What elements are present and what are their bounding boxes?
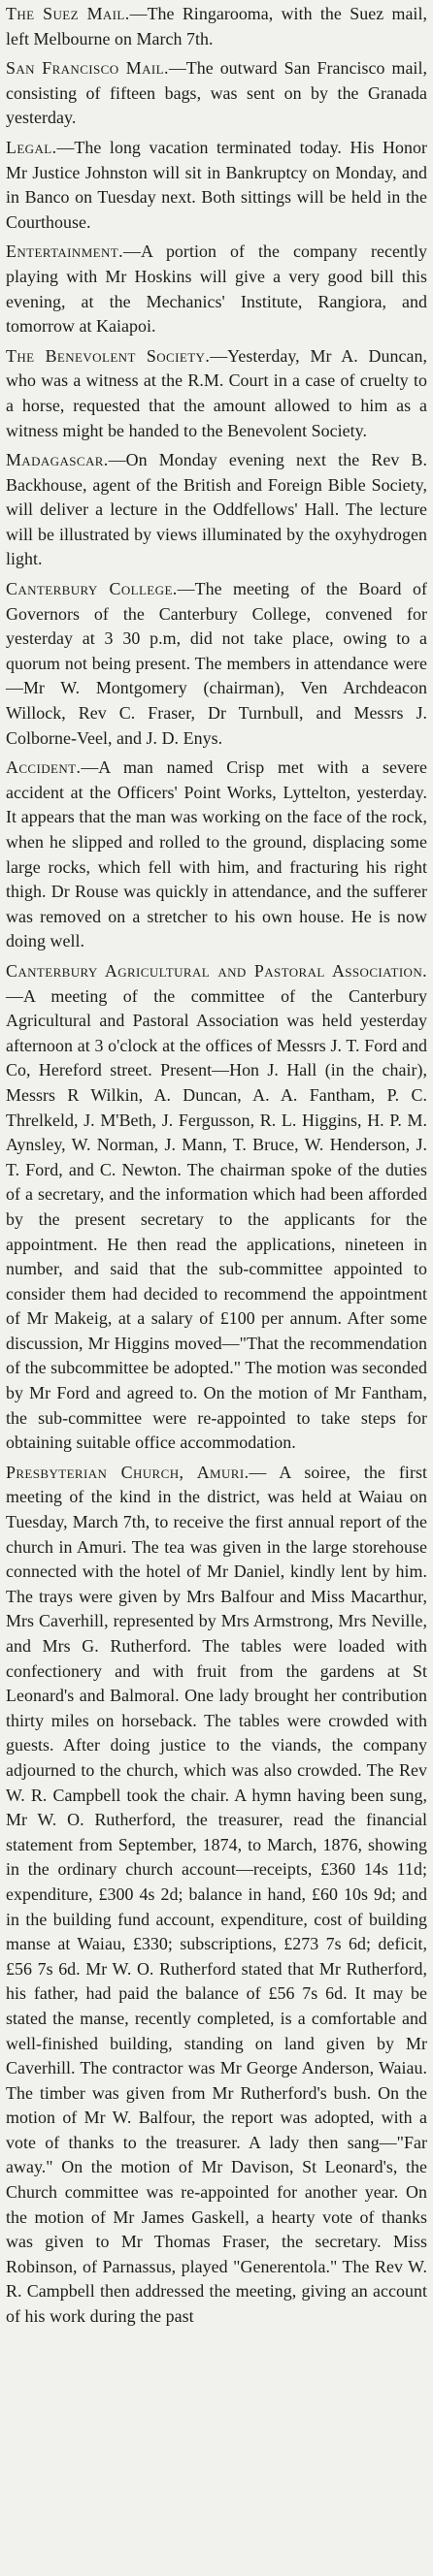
article-body: —A meeting of the committee of the Canterbury Agricultural and Pastoral Association was held yesterday afternoon at 3 o'clock at the offices of Messrs J. T. Ford and Co, Hereford street. Present—Hon J. Hall (in the chair), Messrs R Wilkin, A. Duncan, A. A. Fantham, P. C. Threlkeld, J. M'Beth, J. Fergusson, R. L. Higgins, H. P. M. Aynsley, W. Norman, J. Mann, T. Bruce, W. Henderson, J. T. Ford, and C. Newton. The chairman spoke of the duties of a secretary, and the information which had been afforded by the present secretary to the applicants for the appointment. He then read the applications, nineteen in number, and said that the sub-committee appointed to consider them had decided to recommend the appointment of Mr Makeig, at a salary of £100 per annum. After some discussion, Mr Higgins moved—"That the recommendation of the subcommittee be adopted." The motion was seconded by Mr Ford and agreed to. On the motion of Mr Fantham, the sub-committee were re-appointed to take steps for obtaining suitable office accommodation. [6,985,427,1453]
article-heading: Canterbury Agricultural and Pastoral Association. [6,960,427,981]
article-legal [6,136,427,235]
article-heading: The Benevolent Society. [6,345,211,366]
article-body: —On Monday evening next the Rev B. Backhouse, agent of the British and Foreign Bible Society, will deliver a lecture in the Oddfellows' Hall. The lecture will be illustrated by views illuminated by the oxyhydrogen light. [6,450,427,569]
article-paragraph [6,56,427,131]
article-paragraph [6,1461,427,2330]
article-paragraph [6,344,427,443]
article-paragraph [6,2,427,51]
article-paragraph [6,240,427,338]
article-body: —The Ringarooma, with the Suez mail, left Melbourne on March 7th. [6,4,427,48]
article-heading: Madagascar. [6,450,109,470]
article-paragraph [6,136,427,235]
article-heading: Legal. [6,137,57,157]
article-heading: Accident. [6,757,82,778]
article-heading: Presbyterian Church, Amuri. [6,1462,250,1482]
article-entertainment [6,240,427,338]
article-body: — A soiree, the first meeting of the kind in the district, was held at Waiau on Tuesday, March 7th, to receive the first annual report of the church in Amuri. The tea was given in the large storehouse connected with the hotel of Mr Daniel, kindly lent by him. The trays were given by Mrs Balfour and Miss Macarthur, Mrs Caverhill, represented by Mrs Armstrong, Mrs Neville, and Mrs G. Rutherford. The tables were loaded with confectionery and with fruit from the gardens at St Leonard's and Balmoral. One lady brought her contribution thirty miles on horseback. The tables were crowded with guests. After doing justice to the viands, the company adjourned to the church, which was also crowded. The Rev W. R. Campbell took the chair. A hymn having been sung, Mr W. O. Rutherford, the treasurer, read the financial statement from September, 1874, to March, 1876, showing in the ordinary church account—receipts, £360 14s 11d; expenditure, £300 4s 2d; balance in hand, £60 10s 9d; and in the building fund account, expenditure, cost of building manse at Waiau, £330; subscriptions, £273 7s 6d; deficit, £56 7s 6d. Mr W. O. Rutherford stated that Mr Rutherford, his father, had paid the balance of £56 7s 6d. It may be stated the manse, recently completed, is a comfortable and well-finished building, standing on land given by Mr Caverhill. The contractor was Mr George Anderson, Waiau. The timber was given from Mr Rutherford's bush. On the motion of Mr W. Balfour, the report was adopted, with a vote of thanks to the treasurer. A lady then sang—"Far away." On the motion of Mr Davison, St Leonard's, the Church committee was re-appointed for another year. On the motion of Mr James Gaskell, a hearty vote of thanks was given to Mr Thomas Fraser, the secretary. Miss Robinson, of Parnassus, played "Generentola." The Rev W. R. Campbell then addressed the meeting, giving an account of his work during the past [6,1462,427,2327]
article-body: —A man named Crisp met with a severe accident at the Officers' Point Works, Lyttelton, yesterday. It appears that the man was working on the face of the rock, when he slipped and rolled to the ground, displacing some large rocks, which fell with him, and fracturing his right thigh. Dr Rouse was quickly in attendance, and the sufferer was removed on a stretcher to his own house. He is now doing well. [6,757,427,951]
article-body: —The long vacation terminated today. His Honor Mr Justice Johnston will sit in Bankruptcy on Monday, and in Banco on Tuesday next. Both sittings will be held in the Courthouse. [6,137,427,232]
article-paragraph [6,756,427,954]
article-canterbury-college [6,577,427,751]
article-agricultural-association [6,959,427,1456]
article-heading: The Suez Mail. [6,4,130,23]
article-heading: Canterbury College. [6,579,178,599]
article-body: —The outward San Francisco mail, consisting of fifteen bags, was sent on by the Granada yesterday. [6,58,428,128]
article-paragraph [6,577,427,751]
article-presbyterian-church-amuri [6,1461,427,2330]
article-paragraph [6,959,427,1456]
article-san-francisco-mail [6,56,427,131]
article-madagascar [6,448,427,572]
article-body: —A portion of the company recently playing with Mr Hoskins will give a very good bill this evening, at the Mechanics' Institute, Rangiora, and tomorrow at Kaiapoi. [6,242,427,337]
article-accident [6,756,427,954]
article-heading: San Francisco Mail. [6,58,169,79]
article-suez-mail [6,2,427,51]
article-body: —Yesterday, Mr A. Duncan, who was a witness at the R.M. Court in a case of cruelty to a horse, requested that the amount allowed to him as a witness might be handed to the Benevolent Society. [6,345,427,440]
article-heading: Entertainment. [6,242,123,262]
article-paragraph [6,448,427,572]
article-benevolent-society [6,344,427,443]
article-body: —The meeting of the Board of Governors of the Canterbury College, convened for yesterday at 3 30 p.m, did not take place, owing to a quorum not being present. The members in attendance were—Mr W. Montgomery (chairman), Ven Archdeacon Willock, Rev C. Fraser, Dr Turnbull, and Messrs J. Colborne-Veel, and J. D. Enys. [6,579,427,748]
